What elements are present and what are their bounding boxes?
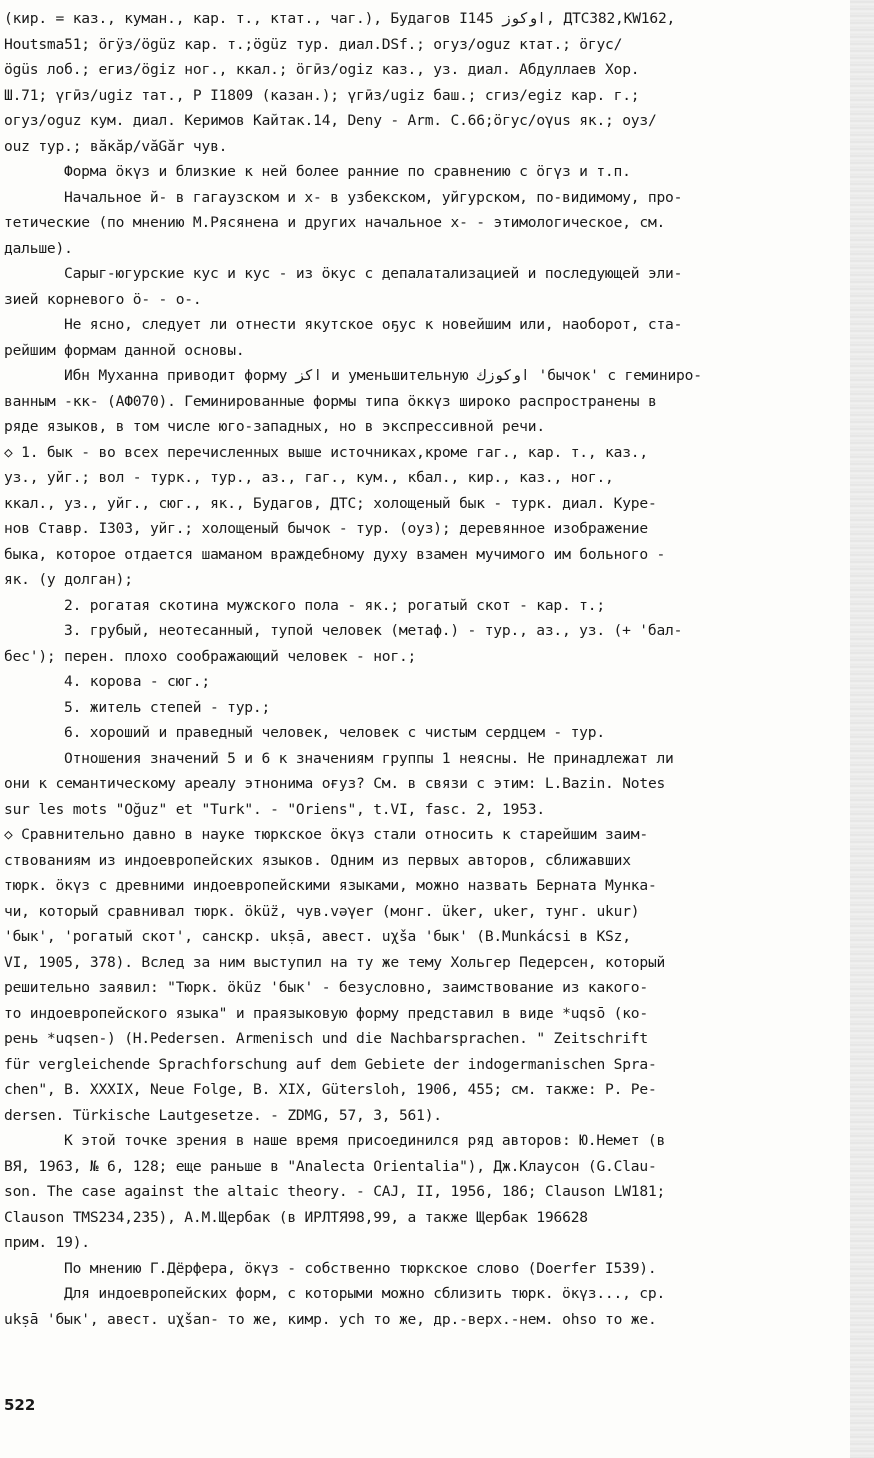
text-line: як. (у долган); xyxy=(4,571,133,588)
text-line: 4. корова - сюг.; xyxy=(64,673,210,690)
text-line: ◇ Сравнительно давно в науке тюркское ӧкүз стали относить к старейшим заим- xyxy=(4,826,648,843)
text-line: son. The case against the altaic theory. - CAJ, II, 1956, 186; Clauson LW181; xyxy=(4,1183,666,1200)
text-line: Ш.71; үгӣз/ugiz тат., Р I1809 (казан.); үгӣз/ugiz баш.; сгиз/egiz кар. г.; xyxy=(4,86,640,104)
text-line: рейшим формам данной основы. xyxy=(4,341,245,359)
text-line: зией корневого ӧ- - о-. xyxy=(4,290,202,308)
text-line: sur les mots "Oğuz" et "Turk". - "Oriens", t.VI, fasc. 2, 1953. xyxy=(4,800,545,818)
text-line: VI, 1905, 378). Вслед за ним выступил на ту же тему Хольгер Педерсен, который xyxy=(4,953,666,971)
text-line: решительно заявил: "Тюрк. öküz 'бык' - безусловно, заимствование из какого- xyxy=(4,979,648,996)
text-line: чи, который сравнивал тюрк. ökü̈z, чув.vəγer (монг. üker, uker, тунг. ukur) xyxy=(4,902,640,920)
text-line: быка, которое отдается шаманом враждебному духу взамен мучимого им больного - xyxy=(4,545,666,563)
text-line: dersen. Türkische Lautgesetze. - ZDMG, 57, 3, 561). xyxy=(4,1106,442,1124)
text-line: К этой точке зрения в наше время присоединился ряд авторов: Ю.Немет (в xyxy=(64,1132,666,1149)
text-line: Отношения значений 5 и 6 к значениям группы 1 неясны. Не принадлежат ли xyxy=(64,749,674,767)
text-line: 'бык', 'рогатый скот', санскр. ukṣā, авест. uχša 'бык' (B.Munkácsi в KSz, xyxy=(4,928,631,945)
text-line: ванным -кк- (АФ070). Геминированные формы типа ӧккүз широко распространены в xyxy=(4,392,657,410)
text-line: то индоевропейского языка" и праязыковую форму представил в виде *uqsō (ко- xyxy=(4,1004,648,1022)
text-line: 5. житель степей - тур.; xyxy=(64,698,271,716)
text-line: (кир. = каз., куман., кар. т., ктат., чаг.), Будагов I145 ﺍﻭﻛﻮﺯ, ДТС382,KW162, xyxy=(4,10,676,27)
text-line: 3. грубый, неотесанный, тупой человек (метаф.) - тур., аз., уз. (+ 'бал- xyxy=(64,622,683,639)
text-line: тетические (по мнению М.Рясянена и других начальное х- - этимологическое, см. xyxy=(4,214,666,231)
scan-edge-shading xyxy=(850,0,874,1458)
text-line: Не ясно, следует ли отнести якутское оҕус к новейшим или, наоборот, ста- xyxy=(64,316,683,333)
text-line: ögüs лоб.; егиз/ögiz ног., ккал.; ӧгӣз/ogiz каз., уз. диал. Абдуллаев Хор. xyxy=(4,61,640,78)
text-line: ouz тур.; вӑкӑр/văGăr чув. xyxy=(4,137,228,155)
text-line: 2. рогатая скотина мужского пола - як.; рогатый скот - кар. т.; xyxy=(64,596,605,614)
text-line: ккал., уз., уйг., сюг., як., Будагов, ДТС; холощеный бык - турк. диал. Куре- xyxy=(4,494,657,512)
text-line: chen", B. XXXIX, Neue Folge, B. XIX, Gütersloh, 1906, 455; см. также: P. Pe- xyxy=(4,1081,657,1098)
text-line: ряде языков, в том числе юго-западных, но в экспрессивной речи. xyxy=(4,418,545,435)
text-line: Для индоевропейских форм, с которыми можно сблизить тюрк. ӧкүз..., ср. xyxy=(64,1285,666,1302)
text-line: für vergleichende Sprachforschung auf dem Gebiete der indogermanischen Spra- xyxy=(4,1055,657,1073)
page-number: 522 xyxy=(4,1396,36,1414)
text-line: Clauson TMS234,235), А.М.Щербак (в ИРЛТЯ98,99, а также Щербак 196628 xyxy=(4,1208,588,1226)
text-line: Форма ӧкүз и близкие к ней более ранние по сравнению с ӧгүз и т.п. xyxy=(64,163,631,180)
text-line: ВЯ, 1963, № 6, 128; еще раньше в "Analecta Orientalia"), Дж.Клаусон (G.Clau- xyxy=(4,1157,657,1175)
text-line: Houtsma51; ӧгӱз/ögüz кар. т.;ögüz тур. диал.DSf.; огуз/oguz ктат.; ӧгус/ xyxy=(4,35,623,53)
text-line: Сарыг-югурские кус и кус - из ӧкус с депалатализацией и последующей эли- xyxy=(64,265,683,282)
text-line: ◇ 1. бык - во всех перечисленных выше источниках,кроме гаг., кар. т., каз., xyxy=(4,443,648,461)
text-line: огуз/oguz кум. диал. Керимов Кайтак.14, Deny - Arm. C.66;ӧгус/oγus як.; оуз/ xyxy=(4,112,657,129)
dictionary-entry-text xyxy=(4,6,846,1332)
text-line: нов Ставр. I303, уйг.; холощеный бычок - тур. (оуз); деревянное изображение xyxy=(4,520,648,537)
text-line: 6. хороший и праведный человек, человек с чистым сердцем - тур. xyxy=(64,724,605,741)
text-line: бес'); перен. плохо соображающий человек - ног.; xyxy=(4,647,417,665)
text-line: дальше). xyxy=(4,239,73,257)
text-line: ukṣā 'бык', авест. uχšan- то же, кимр. ych то же, др.-верх.-нем. ohso то же. xyxy=(4,1310,657,1328)
text-line: Начальное й- в гагаузском и х- в узбекском, уйгурском, по-видимому, про- xyxy=(64,188,683,206)
text-line: уз., уйг.; вол - турк., тур., аз., гаг., кум., кбал., кир., каз., ног., xyxy=(4,469,614,486)
text-line: тюрк. ӧкүз с древними индоевропейскими языками, можно назвать Берната Мунка- xyxy=(4,877,657,894)
text-line: рень *uqsen-) (H.Pedersen. Armenisch und die Nachbarsprachen. " Zeitschrift xyxy=(4,1030,648,1047)
text-line: По мнению Г.Дёрфера, ӧкүз - собственно тюркское слово (Doerfer I539). xyxy=(64,1259,657,1277)
text-line: ствованиям из индоевропейских языков. Одним из первых авторов, сближавших xyxy=(4,851,631,869)
text-line: прим. 19). xyxy=(4,1234,90,1251)
text-line: они к семантическому ареалу этнонима оғуз? См. в связи с этим: L.Bazin. Notes xyxy=(4,775,666,792)
text-line: Ибн Муханна приводит форму ﺍﻛﺰ и уменьшительную ﺍﻭﻛﻮﺯﻙ 'бычок' с геминиро- xyxy=(64,367,702,384)
